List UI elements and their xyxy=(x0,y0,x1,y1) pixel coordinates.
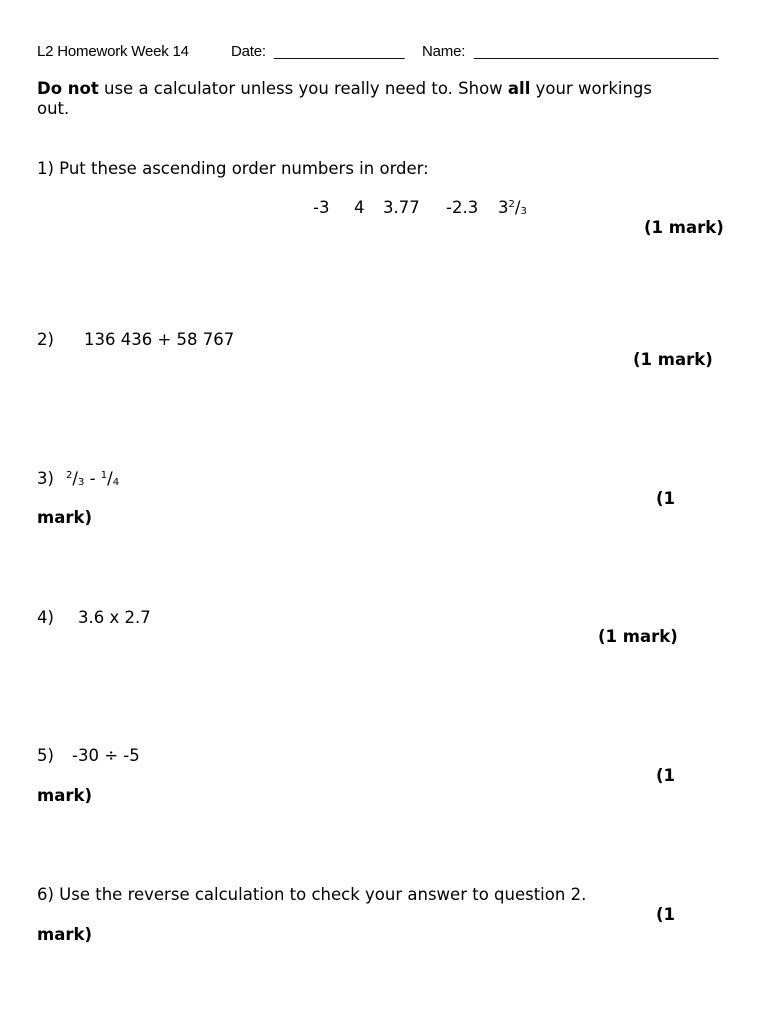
instructions-bold-do-not: Do not xyxy=(37,79,99,98)
q1-number-neg3: -3 xyxy=(313,198,330,217)
q4-marks: (1 mark) xyxy=(598,627,678,646)
q3-number: 3) xyxy=(37,469,54,488)
q1-mixed-whole: 3 xyxy=(498,198,509,217)
q1-mixed-denominator: 3 xyxy=(520,206,527,217)
q2-expression: 136 436 + 58 767 xyxy=(84,330,235,349)
instructions-text-1: use a calculator unless you really need to. Show xyxy=(98,79,508,98)
q6-marks-line-2: mark) xyxy=(37,925,92,944)
q6-prompt: 6) Use the reverse calculation to check your answer to question 2. xyxy=(37,885,587,904)
q3-frac1-denominator: 3 xyxy=(77,477,85,488)
q3-frac1-numerator: 2 xyxy=(66,470,73,481)
q5-marks-line-2: mark) xyxy=(37,786,92,805)
q1-mixed-number: $3^2/_3$ xyxy=(498,198,527,217)
date-label: Date: xyxy=(231,43,266,60)
worksheet-title: L2 Homework Week 14 xyxy=(37,43,189,60)
q1-number-neg2-3: -2.3 xyxy=(446,198,479,217)
q3-operator: - xyxy=(89,469,96,488)
instructions-bold-all: all xyxy=(507,79,531,98)
instructions-text-2: your workings xyxy=(530,79,653,98)
q2-marks: (1 mark) xyxy=(633,350,713,369)
q1-prompt: 1) Put these ascending order numbers in order: xyxy=(37,159,429,178)
q3-expression: $^2/_3 - ^1/_4$ xyxy=(66,469,120,488)
instructions-line-2: out. xyxy=(37,99,70,118)
name-label: Name: xyxy=(422,43,466,60)
q5-expression: -30 ÷ -5 xyxy=(72,746,140,765)
q3-marks-line-2: mark) xyxy=(37,508,92,527)
instructions-line-1 xyxy=(37,79,652,99)
q3-frac2-numerator: 1 xyxy=(100,470,108,481)
q2-number: 2) xyxy=(37,330,54,349)
q1-number-3-77: 3.77 xyxy=(383,198,420,217)
q1-marks: (1 mark) xyxy=(644,218,724,237)
date-blank-line: ________________ xyxy=(274,43,405,60)
name-blank-line: ______________________________ xyxy=(474,43,719,60)
q6-marks-line-1: (1 xyxy=(656,905,676,924)
q4-number: 4) xyxy=(37,608,54,627)
q3-marks-line-1: (1 xyxy=(656,489,676,508)
q5-marks-line-1: (1 xyxy=(656,766,676,785)
q1-number-4: 4 xyxy=(354,198,365,217)
q4-expression: 3.6 x 2.7 xyxy=(78,608,151,627)
q1-mixed-numerator: 2 xyxy=(508,199,515,210)
q5-number: 5) xyxy=(37,746,54,765)
q3-frac2-denominator: 4 xyxy=(112,477,120,488)
